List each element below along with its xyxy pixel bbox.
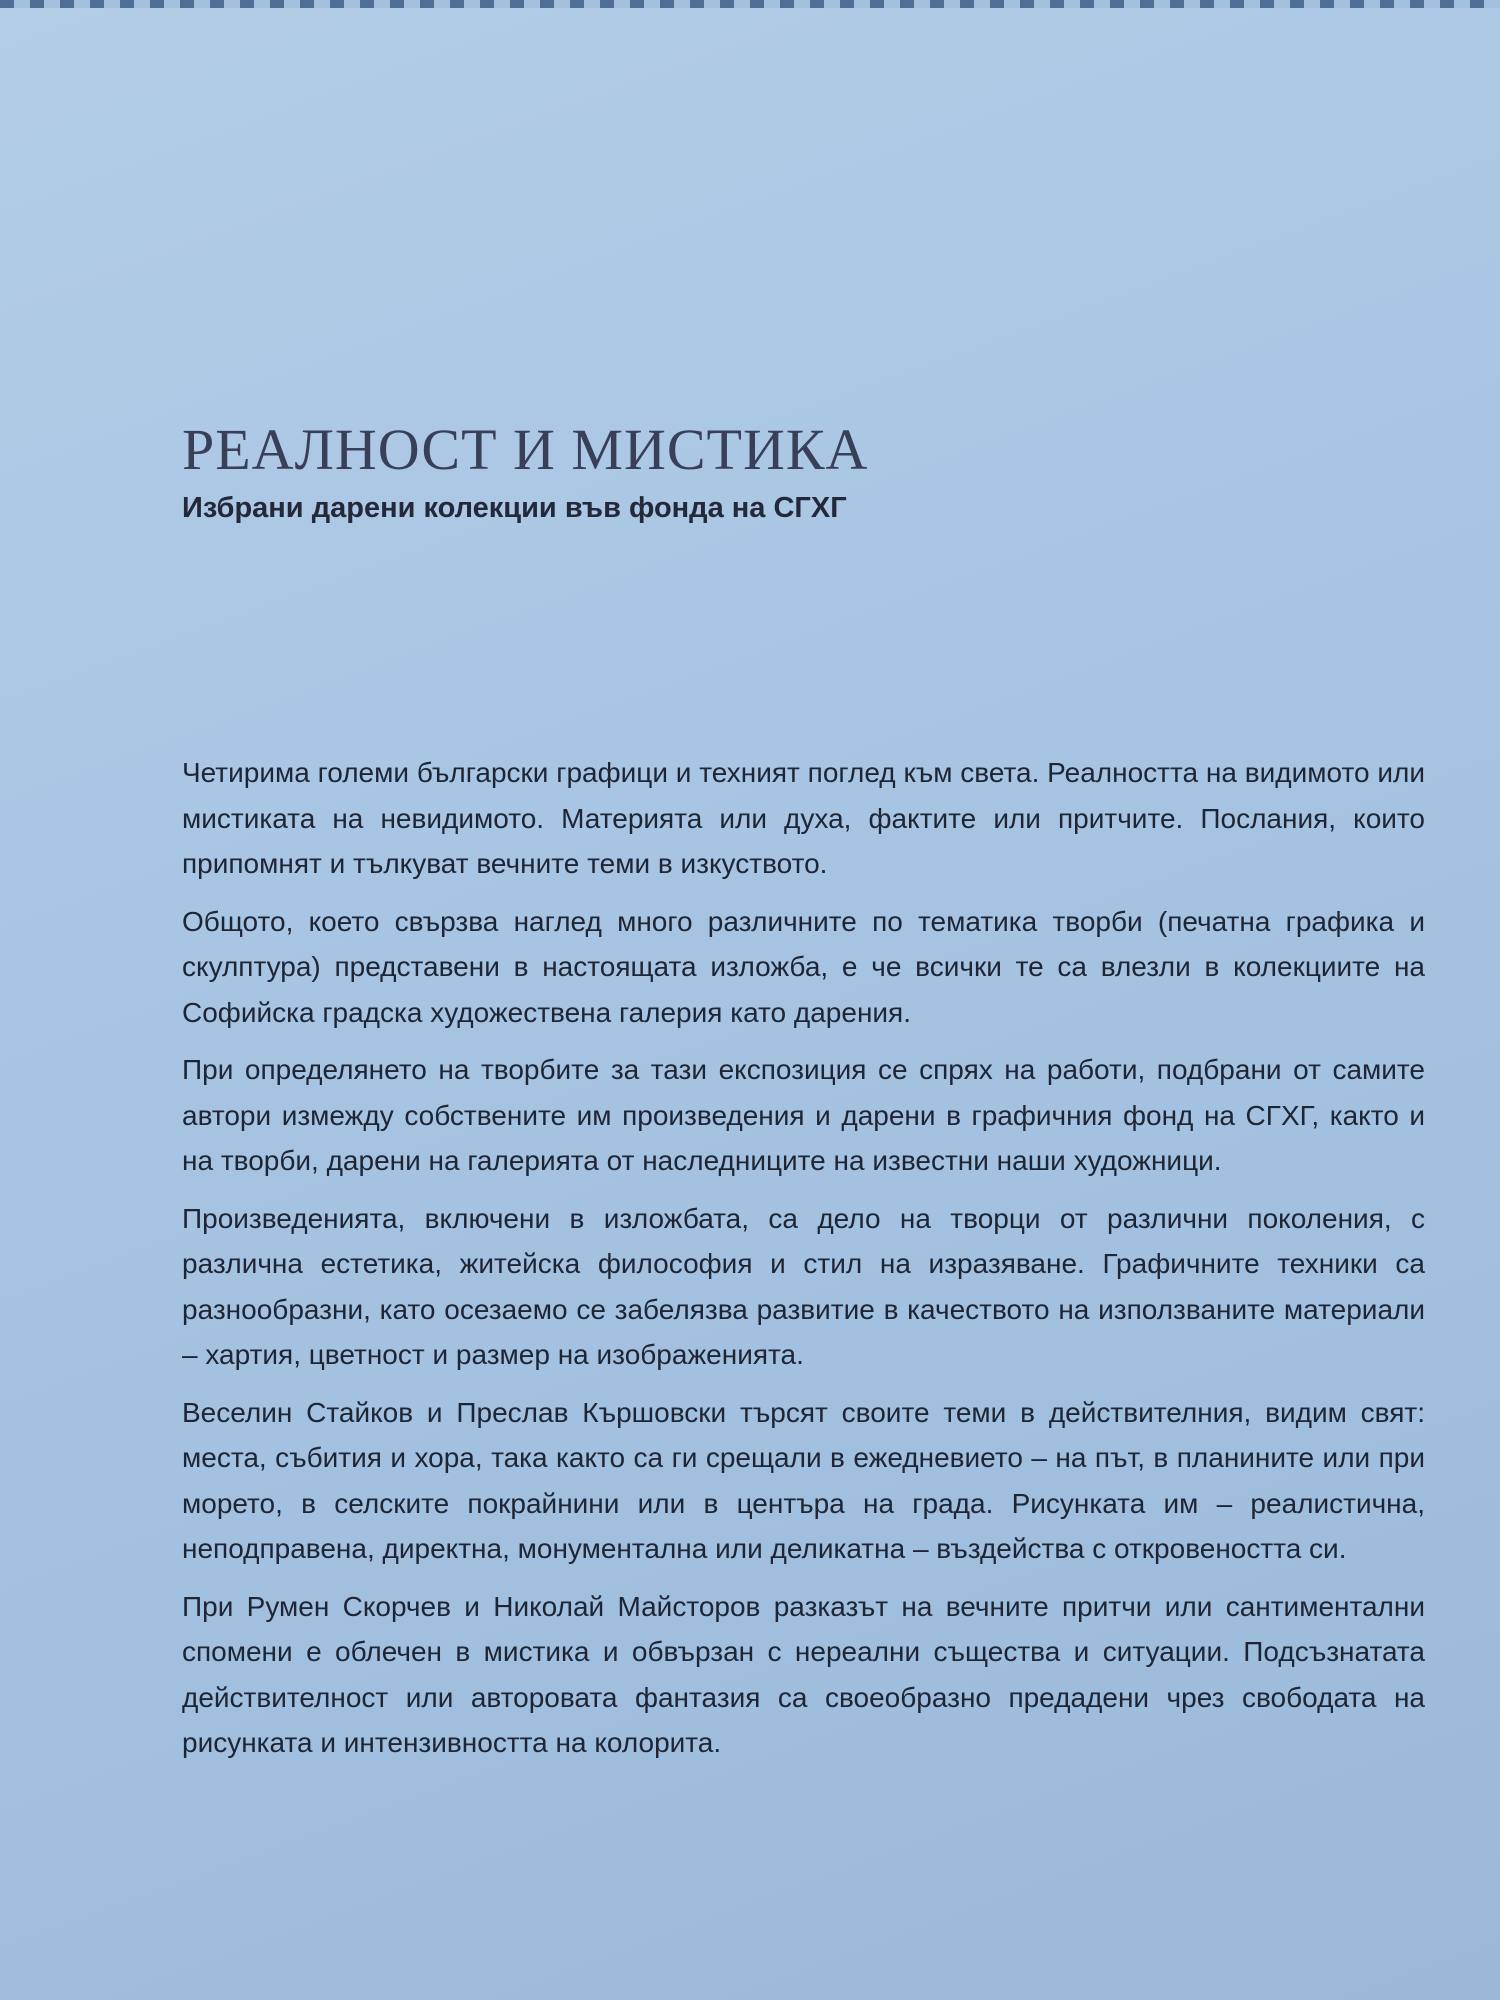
paragraph-2: Общото, което свързва наглед много различните по тематика творби (печатна графика и скулптура) представени в настоящата изложба, е че всички те са влезли в колекциите на Софийска градска художествена галерия като дарения.	[182, 905, 1425, 1028]
article-body	[182, 750, 1425, 1778]
paragraph-4: Произведенията, включени в изложбата, са дело на творци от различни поколения, с различна естетика, житейска философия и стил на изразяване. Графичните техники са разнообразни, като осезаемо се забелязва развитие в качеството на използваните материали – хартия, цветност и размер на изображенията.	[182, 1202, 1425, 1370]
paragraph-1: Четирима големи български графици и техният поглед към света. Реалността на видимото или мистиката на невидимото. Материята или духа, фактите или притчите. Послания, които припомнят и тълкуват вечните теми в изкуството.	[182, 757, 1425, 879]
paragraph-6: При Румен Скорчев и Николай Майсторов разказът на вечните притчи или сантиментални спомени е облечен в мистика и обвързан с нереални същества и ситуации. Подсъзнатата действителност или авторовата фантазия са своеобразно предадени чрез свободата на рисунката и интензивността на колорита.	[182, 1590, 1425, 1758]
document-page	[182, 0, 1432, 2000]
page-subtitle: Избрани дарени колекции във фонда на СГХГ	[182, 492, 847, 524]
page-title: РЕАЛНОСТ И МИСТИКА	[182, 417, 869, 482]
paragraph-5: Веселин Стайков и Преслав Кършовски търсят своите теми в действителния, видим свят: места, събития и хора, така както са ги срещали в ежедневието – на път, в планините или при морето, в селските покрайнини или в центъра на града. Рисунката им – реалистична, неподправена, директна, монументална или деликатна – въздейства с откровеността си.	[182, 1396, 1425, 1564]
paragraph-3: При определянето на творбите за тази експозиция се спрях на работи, подбрани от самите автори измежду собствените им произведения и дарени в графичния фонд на СГХГ, както и на творби, дарени на галерията от наследниците на известни наши художници.	[182, 1054, 1425, 1176]
